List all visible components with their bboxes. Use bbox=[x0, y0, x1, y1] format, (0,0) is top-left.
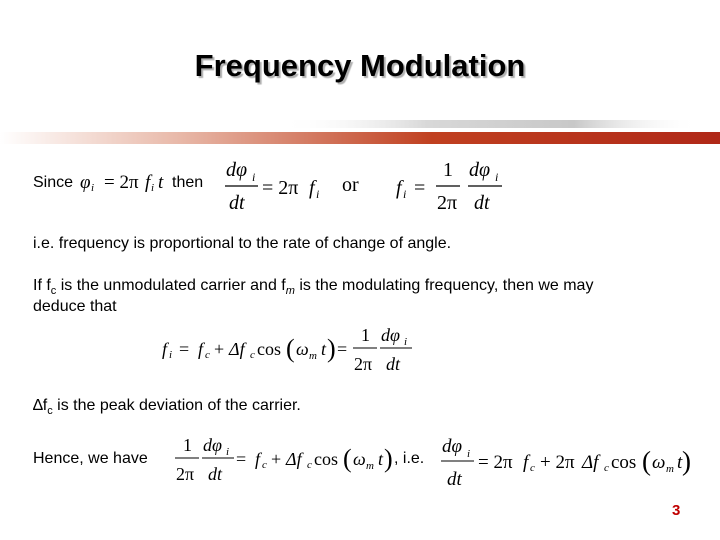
deduce-label: deduce that bbox=[33, 298, 117, 315]
delta-statement bbox=[33, 397, 301, 417]
svg-text:= 2π: = 2π bbox=[104, 172, 139, 193]
svg-text:i: i bbox=[91, 182, 95, 194]
svg-text:Δf: Δf bbox=[582, 452, 599, 473]
svg-text:cos: cos bbox=[257, 339, 281, 359]
svg-text:ω: ω bbox=[353, 449, 366, 469]
svg-text:): ) bbox=[682, 446, 691, 476]
svg-text:dφ: dφ bbox=[469, 159, 491, 181]
svg-text:ω: ω bbox=[652, 452, 666, 473]
svg-text:m: m bbox=[366, 460, 374, 472]
equation-final bbox=[438, 430, 691, 490]
svg-text:i: i bbox=[403, 187, 407, 201]
svg-text:i: i bbox=[226, 446, 230, 458]
svg-text:dφ: dφ bbox=[442, 436, 463, 457]
svg-text:f: f bbox=[396, 177, 402, 199]
svg-text:t: t bbox=[321, 339, 327, 359]
svg-text:m: m bbox=[309, 350, 317, 362]
svg-text:f: f bbox=[523, 452, 529, 473]
svg-text:1: 1 bbox=[183, 435, 192, 455]
sub-c: c bbox=[50, 285, 57, 298]
delta-sub-c: c bbox=[47, 405, 53, 418]
svg-text:=: = bbox=[236, 449, 247, 469]
svg-text:dt: dt bbox=[474, 192, 490, 214]
if-statement bbox=[33, 277, 593, 297]
if-middle: is the unmodulated carrier and f bbox=[56, 277, 286, 294]
svg-text:1: 1 bbox=[443, 159, 453, 181]
or-text: or bbox=[342, 174, 359, 196]
svg-text:= 2π: = 2π bbox=[478, 452, 513, 473]
svg-text:c: c bbox=[307, 459, 312, 471]
svg-text:dφ: dφ bbox=[381, 325, 400, 345]
svg-text:Δf: Δf bbox=[286, 449, 302, 469]
if-suffix: is the modulating frequency, then we may bbox=[294, 277, 594, 294]
equation-phase-definition bbox=[78, 166, 170, 196]
svg-text:1: 1 bbox=[361, 325, 370, 345]
svg-text:i: i bbox=[169, 349, 173, 361]
delta-suffix: is the peak deviation of the carrier. bbox=[52, 397, 301, 414]
svg-text:2π: 2π bbox=[354, 354, 373, 374]
svg-text:dφ: dφ bbox=[226, 159, 248, 181]
svg-text:=: = bbox=[337, 339, 348, 359]
svg-text:(: ( bbox=[642, 446, 651, 476]
svg-text:φ: φ bbox=[80, 172, 91, 193]
svg-text:dt: dt bbox=[447, 469, 462, 490]
since-label: Since bbox=[33, 174, 74, 191]
svg-text:+: + bbox=[214, 339, 225, 359]
svg-text:+ 2π: + 2π bbox=[540, 452, 575, 473]
svg-text:cos: cos bbox=[611, 452, 637, 473]
svg-text:dφ: dφ bbox=[203, 435, 222, 455]
equation-hence bbox=[172, 430, 394, 486]
if-prefix: If f bbox=[33, 277, 51, 294]
svg-text:t: t bbox=[158, 172, 164, 193]
svg-text:m: m bbox=[666, 463, 674, 475]
svg-text:=: = bbox=[179, 339, 190, 359]
svg-text:+: + bbox=[271, 449, 282, 469]
svg-text:i: i bbox=[252, 170, 256, 184]
equation-instantaneous-frequency bbox=[158, 322, 418, 376]
svg-text:c: c bbox=[262, 459, 267, 471]
svg-text:i: i bbox=[495, 170, 499, 184]
svg-text:t: t bbox=[677, 452, 683, 473]
svg-text:c: c bbox=[604, 462, 609, 474]
svg-text:i: i bbox=[316, 187, 320, 201]
svg-text:= 2π: = 2π bbox=[262, 177, 299, 199]
svg-text:i: i bbox=[404, 336, 408, 348]
svg-text:=: = bbox=[414, 177, 426, 199]
svg-text:dt: dt bbox=[386, 354, 401, 374]
equation-fi-expression bbox=[394, 154, 509, 216]
svg-text:cos: cos bbox=[314, 449, 338, 469]
svg-text:Δf: Δf bbox=[229, 339, 245, 359]
svg-text:i: i bbox=[151, 182, 155, 194]
sub-m: m bbox=[285, 285, 295, 298]
svg-text:c: c bbox=[530, 462, 535, 474]
ie-statement bbox=[33, 235, 451, 253]
slide-title: Frequency Modulation bbox=[194, 48, 526, 83]
svg-text:i: i bbox=[467, 448, 471, 460]
ie-short-label: , i.e. bbox=[394, 450, 425, 467]
svg-text:f: f bbox=[198, 339, 204, 359]
svg-text:ω: ω bbox=[296, 339, 309, 359]
svg-text:t: t bbox=[378, 449, 384, 469]
title-divider bbox=[0, 118, 720, 158]
ie-statement-text: i.e. frequency is proportional to the rate of change of angle. bbox=[33, 235, 452, 252]
equation-dphi-dt bbox=[222, 154, 327, 216]
svg-text:c: c bbox=[205, 349, 210, 361]
delta-prefix: ∆f bbox=[33, 397, 48, 414]
svg-text:): ) bbox=[327, 334, 336, 363]
svg-text:dt: dt bbox=[208, 464, 223, 484]
svg-text:c: c bbox=[250, 349, 255, 361]
svg-text:f: f bbox=[162, 339, 168, 359]
svg-text:f: f bbox=[255, 449, 261, 469]
page-number: 3 bbox=[672, 502, 681, 519]
svg-text:f: f bbox=[145, 172, 151, 193]
then-label: then bbox=[172, 174, 204, 191]
or-label bbox=[340, 170, 372, 198]
svg-text:dt: dt bbox=[229, 192, 245, 214]
svg-text:2π: 2π bbox=[176, 464, 195, 484]
svg-text:2π: 2π bbox=[437, 192, 458, 214]
svg-text:f: f bbox=[309, 177, 315, 199]
svg-text:(: ( bbox=[343, 444, 352, 473]
svg-text:): ) bbox=[384, 444, 393, 473]
hence-label: Hence, we have bbox=[33, 450, 148, 467]
svg-text:(: ( bbox=[286, 334, 295, 363]
